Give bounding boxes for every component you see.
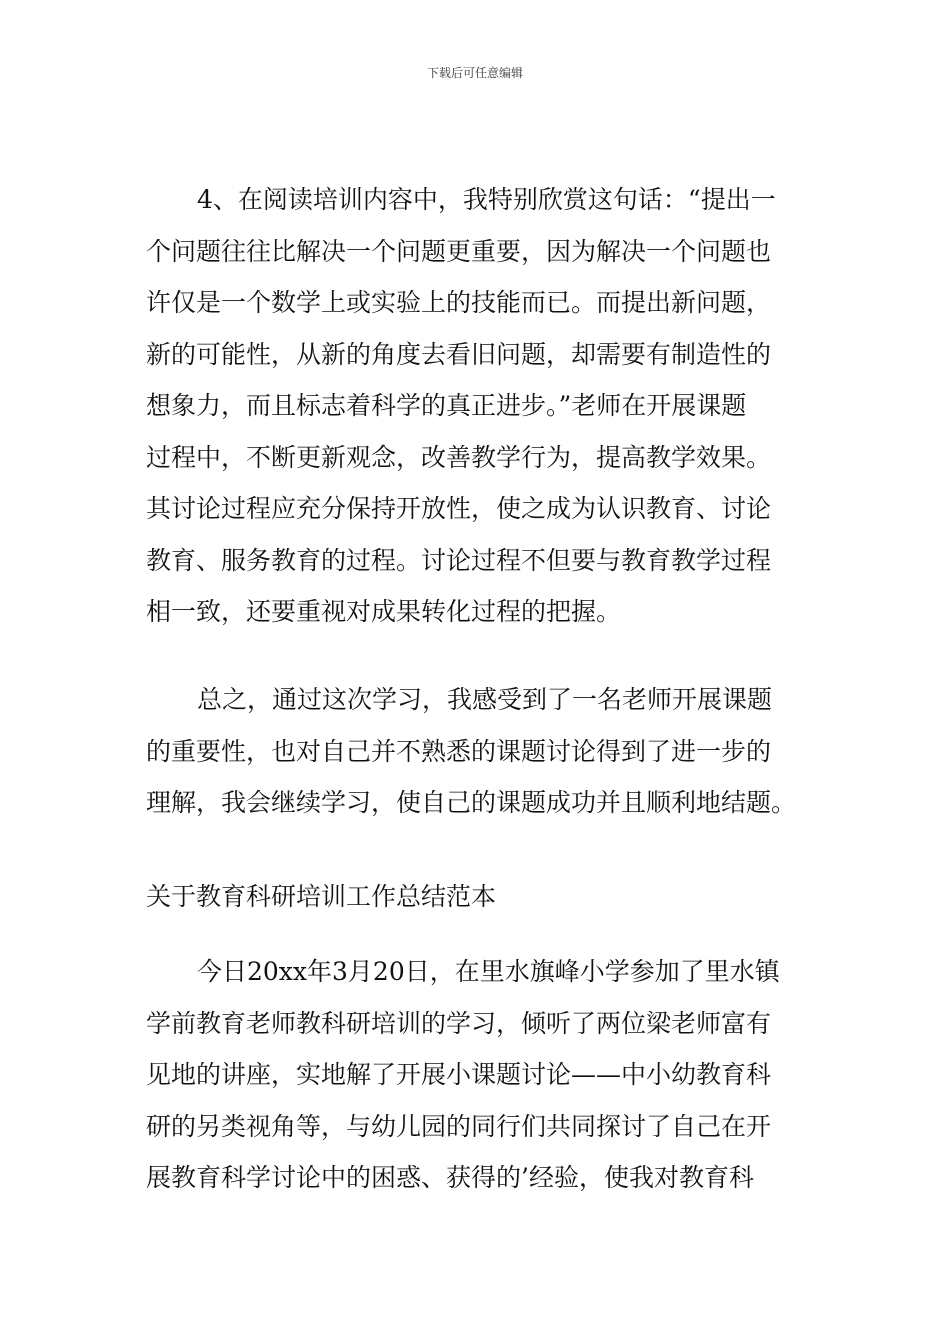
paragraph-line: 教育、服务教育的过程。讨论过程不但要与教育教学过程 <box>146 545 772 575</box>
paragraph-line: 研的另类视角等，与幼儿园的同行们共同探讨了自己在开 <box>146 1111 772 1141</box>
paragraph-line: 的重要性，也对自己并不熟悉的课题讨论得到了进一步的 <box>146 736 772 766</box>
paragraph-line: 理解，我会继续学习，使自己的课题成功并且顺利地结题。 <box>146 788 797 817</box>
section-title-text: 关于教育科研培训工作总结范本 <box>146 882 497 911</box>
paragraph-line: 过程中，不断更新观念，改善教学行为，提高教学效果。 <box>146 442 772 472</box>
paragraph-summary <box>146 674 816 829</box>
paragraph-reading-insight <box>146 174 816 638</box>
section-title <box>146 871 816 923</box>
paragraph-line: 4、在阅读培训内容中，我特别欣赏这句话：“提出一 <box>197 185 776 214</box>
paragraph-line: 许仅是一个数学上或实验上的技能而已。而提出新问题， <box>146 288 772 317</box>
paragraph-line: 其讨论过程应充分保持开放性，使之成为认识教育、讨论 <box>146 494 772 523</box>
paragraph-line: 今日20xx年3月20日，在里水旗峰小学参加了里水镇 <box>197 957 780 986</box>
paragraph-line: 想象力，而且标志着科学的真正进步。”老师在开展课题 <box>146 391 747 420</box>
paragraph-line: 总之，通过这次学习，我感受到了一名老师开展课题 <box>197 685 773 714</box>
header-note: 下载后可任意编辑 <box>426 66 523 80</box>
paragraph-line: 见地的讲座，实地解了开展小课题讨论——中小幼教育科 <box>146 1060 772 1089</box>
paragraph-line: 新的可能性，从新的角度去看旧问题，却需要有制造性的 <box>146 339 772 369</box>
paragraph-line: 个问题往往比解决一个问题更重要，因为解决一个问题也 <box>146 236 772 266</box>
paragraph-line: 展教育科学讨论中的困惑、获得的’经验，使我对教育科 <box>146 1163 754 1192</box>
paragraph-line: 学前教育老师教科研培训的学习，倾听了两位梁老师富有 <box>146 1008 772 1038</box>
paragraph-training-report <box>146 946 816 1204</box>
paragraph-line: 相一致，还要重视对成果转化过程的把握。 <box>146 597 622 626</box>
